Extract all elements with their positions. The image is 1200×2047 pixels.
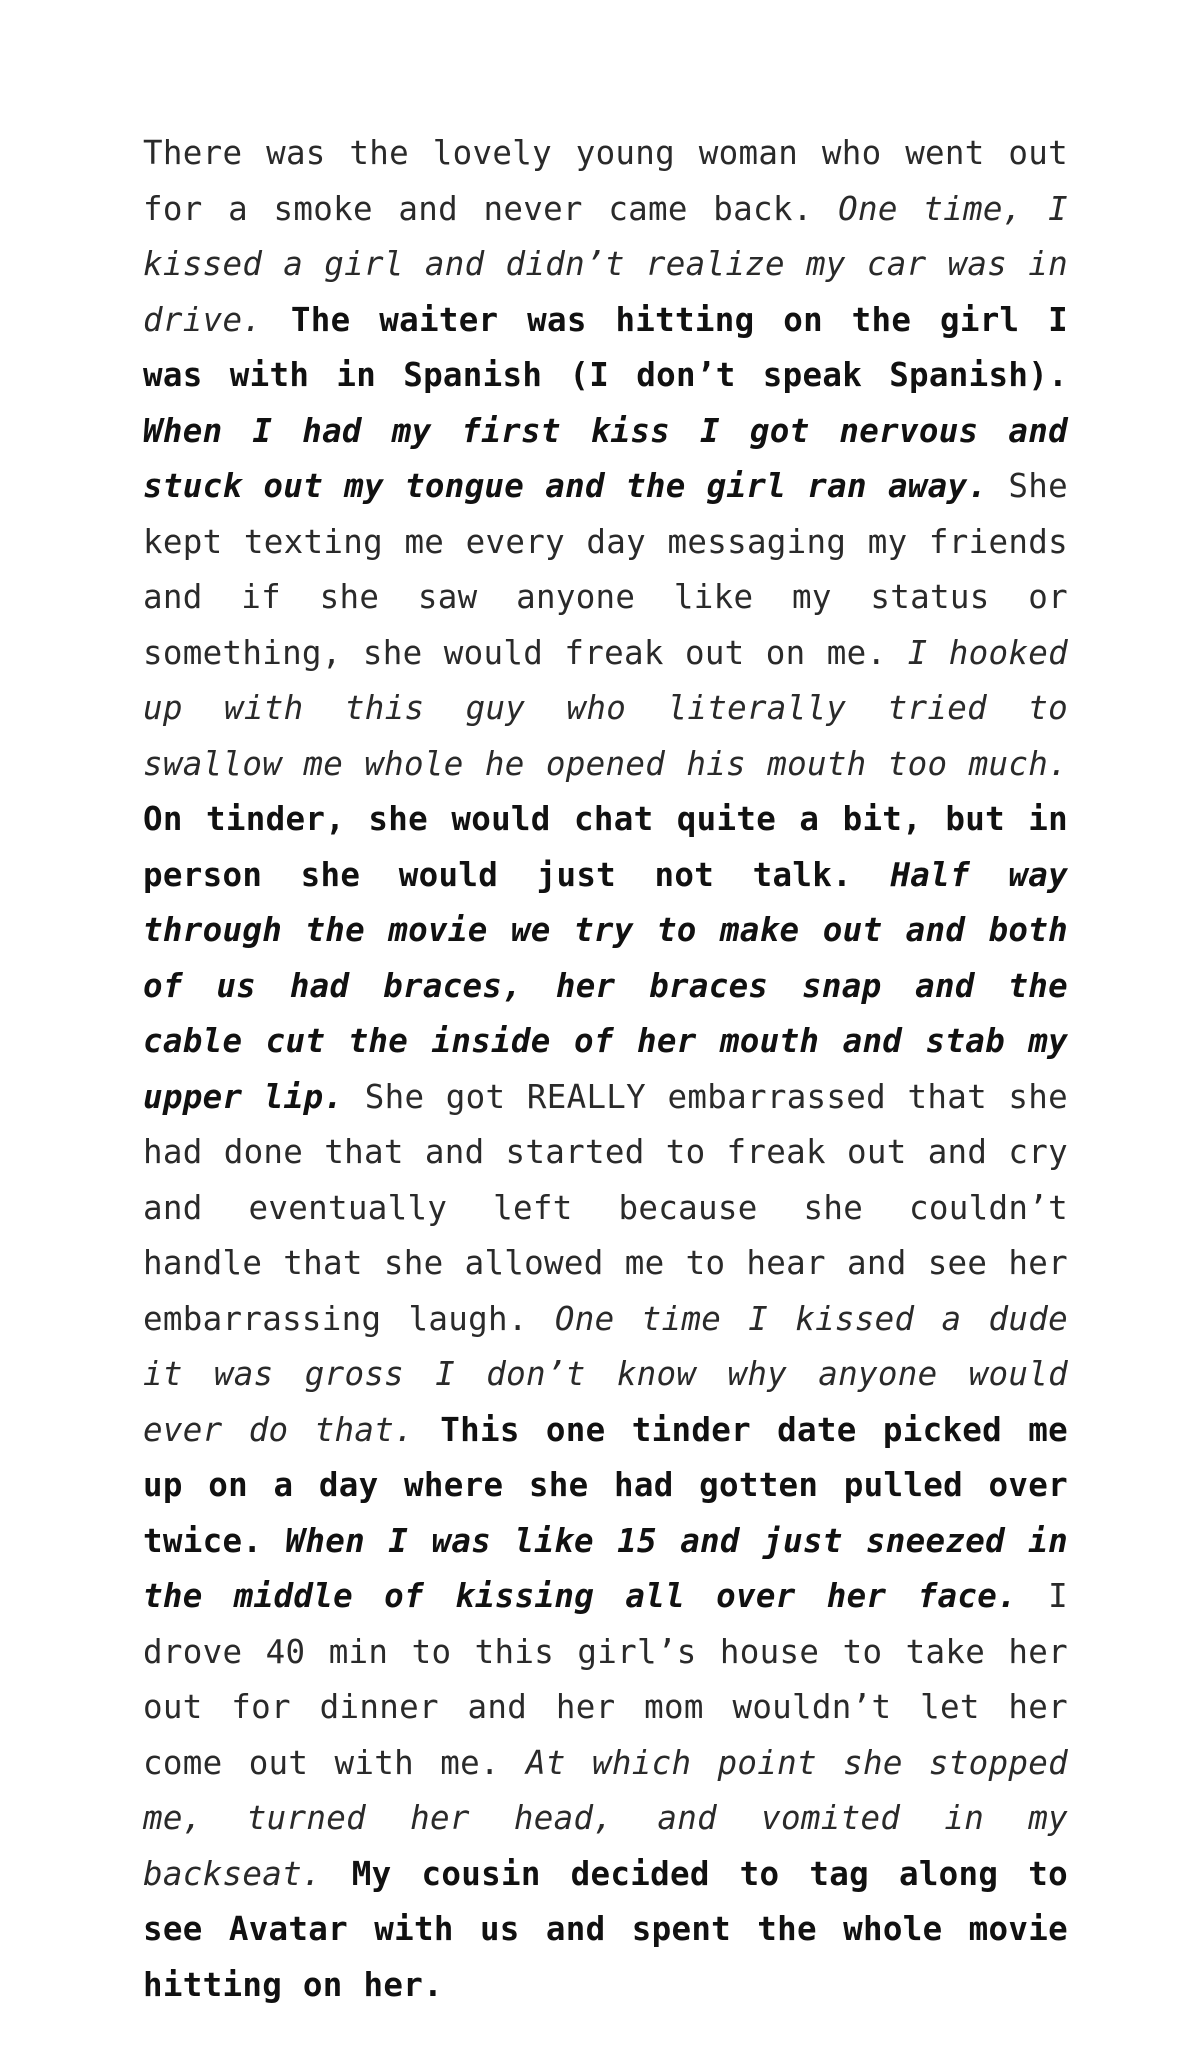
story-segment-italic: I hooked up with this guy who literally tried to swallow me whole he opened his mouth too much. [143,633,1068,783]
story-segment-bold: This one tinder date picked me up on a day where she had gotten pulled over twice. [143,1410,1068,1560]
story-segment-italic: One time I kissed a dude it was gross I don’t know why anyone would ever do that. [143,1299,1068,1449]
story-segment-plain: I drove 40 min to this girl’s house to take her out for dinner and her mom wouldn’t let her come out with me. [143,1577,1068,1782]
story-segment-plain: She kept texting me every day messaging my friends and if she saw anyone like my status or something, she would freak out on me. [143,467,1068,672]
story-segment-bold-italic: When I was like 15 and just sneezed in the middle of kissing all over her face. [143,1521,1068,1615]
story-segment-bold: On tinder, she would chat quite a bit, but in person she would just not talk. [143,800,1068,894]
body-paragraph [143,126,1068,2013]
story-segment-italic: At which point she stopped me, turned her head, and vomited in my backseat. [143,1743,1069,1893]
story-segment-plain: She got REALLY embarrassed that she had done that and started to freak out and cry and eventually left because she couldn’t handle that she allowed me to hear and see her embarrassing laugh. [143,1077,1069,1338]
story-segment-italic: One time, I kissed a girl and didn’t realize my car was in drive. [143,189,1069,339]
story-segment-bold-italic: Half way through the movie we try to make out and both of us had braces, her braces snap and the cable cut the inside of her mouth and stab my upper lip. [143,855,1068,1116]
story-segment-bold: My cousin decided to tag along to see Avatar with us and spent the whole movie hitting on her. [143,1854,1068,2004]
story-segment-plain: There was the lovely young woman who went out for a smoke and never came back. [143,134,1068,228]
story-segment-bold: The waiter was hitting on the girl I was with in Spanish (I don’t speak Spanish). [143,300,1068,394]
story-segment-bold-italic: When I had my first kiss I got nervous and stuck out my tongue and the girl ran away. [143,411,1068,505]
